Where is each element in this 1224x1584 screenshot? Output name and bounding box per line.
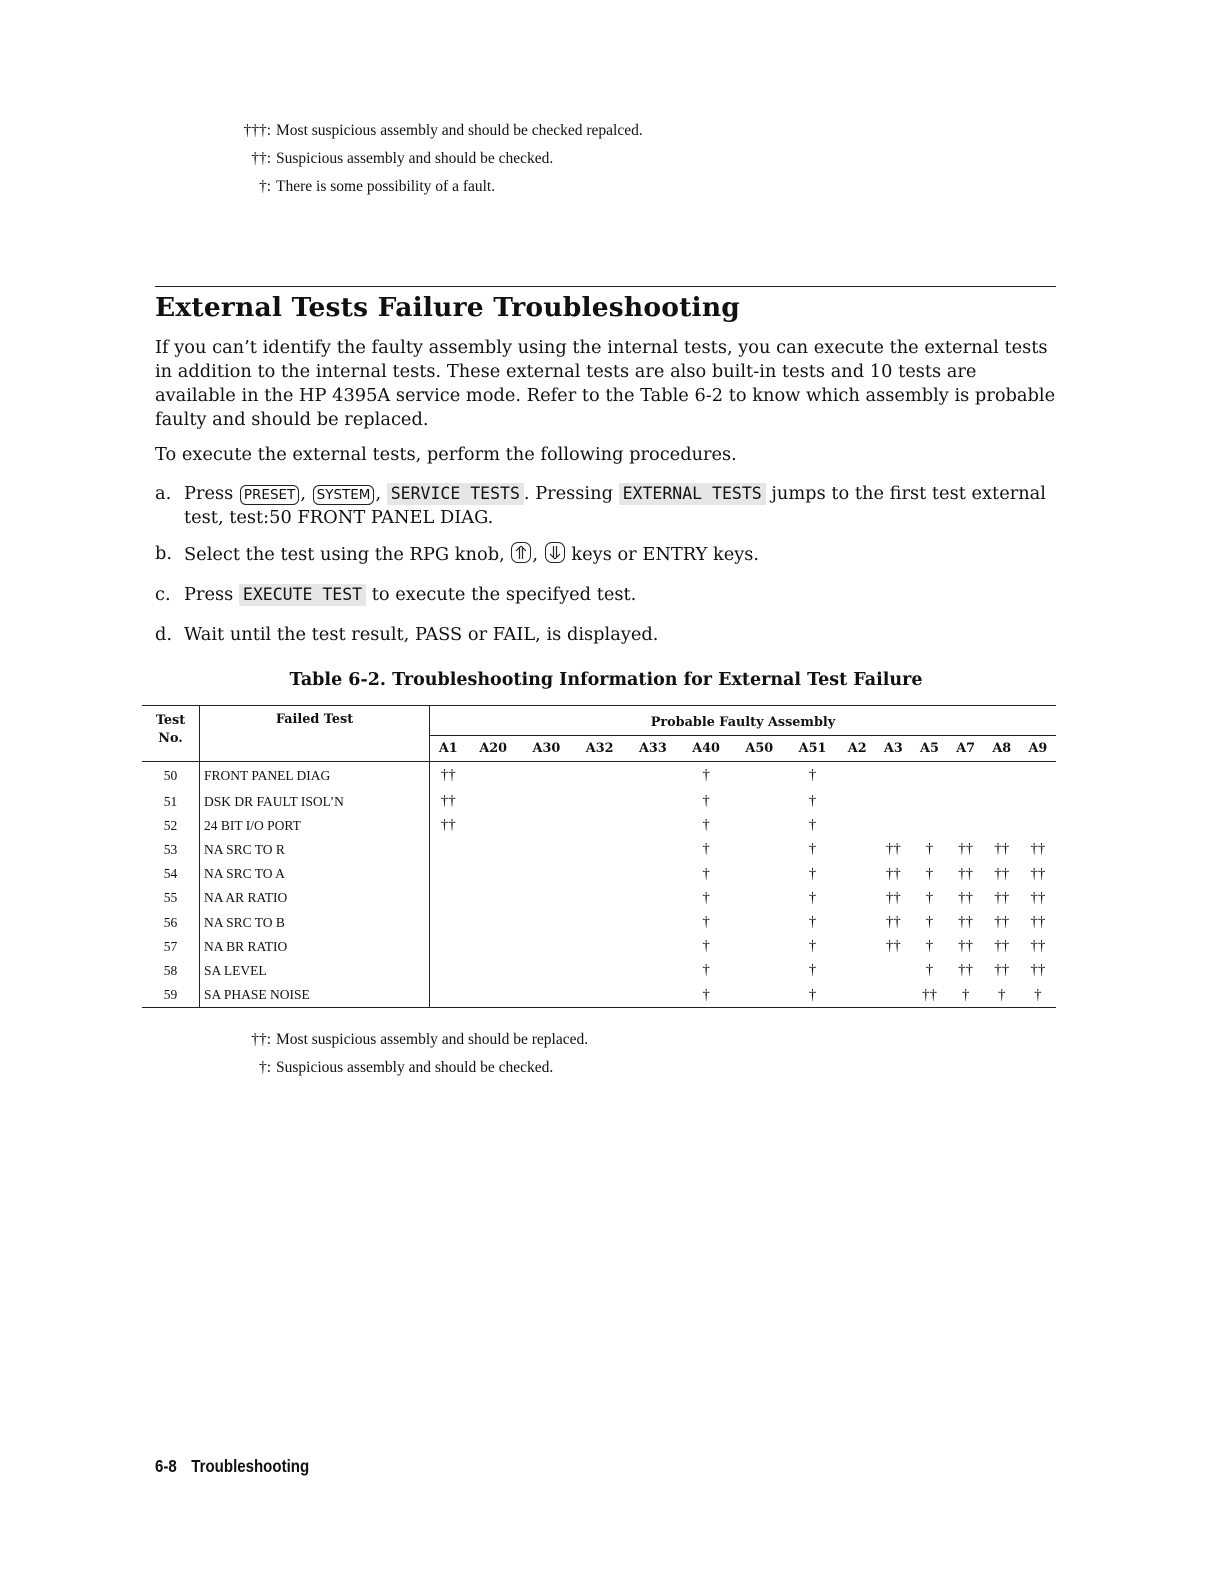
assembly-mark-cell: † (925, 914, 934, 931)
assembly-mark-cell (626, 838, 679, 862)
assembly-mark-cell (430, 886, 467, 910)
assembly-mark-cell: †† (430, 814, 467, 838)
table-row (142, 790, 1056, 814)
assembly-mark-cell (573, 762, 626, 790)
assembly-mark-cell: † (984, 983, 1020, 1008)
top-legend (235, 117, 643, 201)
assembly-mark-cell: †† (994, 962, 1010, 979)
assembly-mark-cell (430, 983, 467, 1008)
assembly-mark-cell (875, 790, 911, 814)
legend-symbol: ††: (251, 150, 271, 167)
assembly-mark-cell (839, 862, 875, 886)
assembly-mark-cell (984, 790, 1020, 814)
test-number-cell: 57 (163, 938, 178, 954)
assembly-mark-cell (733, 814, 786, 838)
assembly-mark-cell: † (808, 889, 817, 906)
failed-test-cell: 24 BIT I/O PORT (200, 814, 430, 838)
assembly-mark-cell (911, 814, 947, 838)
assembly-header: A32 (585, 741, 614, 757)
execute-test-softkey[interactable]: EXECUTE TEST (239, 584, 366, 606)
down-arrow-icon (549, 545, 561, 560)
legend-item (235, 173, 643, 201)
step-d (155, 623, 1060, 647)
assembly-mark-cell: †† (911, 983, 947, 1008)
table-row (142, 935, 1056, 959)
assembly-header: A3 (883, 741, 903, 757)
assembly-mark-cell (573, 886, 626, 910)
legend-item (235, 1026, 588, 1054)
step-text: Press (184, 584, 234, 605)
assembly-mark-cell (733, 910, 786, 934)
assembly-mark-cell (467, 762, 520, 790)
assembly-mark-cell (520, 838, 573, 862)
assembly-mark-cell (467, 838, 520, 862)
assembly-mark-cell (626, 886, 679, 910)
section-title: External Tests Failure Troubleshooting (155, 292, 741, 323)
assembly-mark-cell (839, 910, 875, 934)
assembly-mark-cell (573, 862, 626, 886)
assembly-mark-cell (520, 790, 573, 814)
assembly-mark-cell (467, 910, 520, 934)
assembly-mark-cell (573, 935, 626, 959)
assembly-mark-cell (839, 762, 875, 790)
step-b: b. Select the test using the RPG knob, , keys or ENTRY keys. (155, 543, 760, 565)
legend-text: Most suspicious assembly and should be checked repalced. (276, 122, 643, 139)
test-number-cell: 56 (163, 914, 178, 930)
assembly-mark-cell: †† (958, 938, 974, 955)
failed-test-cell: DSK DR FAULT ISOL’N (200, 790, 430, 814)
assembly-header: A8 (992, 741, 1012, 757)
assembly-mark-cell: †† (885, 841, 901, 858)
assembly-mark-cell: †† (994, 889, 1010, 906)
assembly-mark-cell: † (808, 865, 817, 882)
assembly-mark-cell: † (702, 889, 710, 906)
assembly-mark-cell: † (702, 962, 710, 979)
assembly-mark-cell (573, 838, 626, 862)
step-text: keys or ENTRY keys. (571, 544, 760, 565)
table-row (142, 862, 1056, 886)
assembly-mark-cell (839, 935, 875, 959)
table-row (142, 886, 1056, 910)
assembly-mark-cell: † (808, 817, 817, 834)
test-number-cell: 54 (163, 866, 178, 882)
assembly-mark-cell: †† (1030, 914, 1046, 931)
down-arrow-key[interactable] (545, 542, 565, 563)
legend-text: There is some possibility of a fault. (276, 178, 496, 195)
assembly-mark-cell (839, 790, 875, 814)
test-number-cell: 52 (163, 817, 178, 833)
assembly-mark-cell (520, 886, 573, 910)
failed-test-cell: SA LEVEL (200, 959, 430, 983)
assembly-mark-cell (839, 886, 875, 910)
failed-test-cell: NA BR RATIO (200, 935, 430, 959)
assembly-mark-cell (984, 762, 1020, 790)
assembly-mark-cell (467, 790, 520, 814)
assembly-mark-cell: †† (885, 865, 901, 882)
assembly-mark-cell: † (808, 841, 817, 858)
test-number-cell: 59 (142, 983, 200, 1008)
table-row (142, 814, 1056, 838)
assembly-mark-cell (733, 959, 786, 983)
assembly-mark-cell (520, 762, 573, 790)
assembly-mark-cell: † (925, 865, 934, 882)
assembly-mark-cell (467, 886, 520, 910)
assembly-mark-cell: †† (430, 762, 467, 790)
assembly-mark-cell (733, 983, 786, 1008)
step-letter: d. (155, 624, 173, 645)
step-text: Select the test using the RPG knob, (184, 544, 505, 565)
step-text: Wait until the test result, PASS or FAIL, is displayed. (184, 624, 659, 645)
assembly-mark-cell (520, 959, 573, 983)
assembly-mark-cell (573, 790, 626, 814)
failed-test-cell: NA SRC TO B (200, 910, 430, 934)
legend-item (235, 1054, 588, 1082)
assembly-mark-cell (839, 838, 875, 862)
page-footer (155, 1456, 309, 1477)
assembly-header: A40 (692, 741, 720, 757)
assembly-mark-cell (839, 814, 875, 838)
assembly-mark-cell: † (786, 983, 839, 1008)
test-number-cell: 53 (163, 841, 178, 857)
assembly-mark-cell: †† (994, 938, 1010, 955)
assembly-mark-cell (875, 814, 911, 838)
assembly-mark-cell: †† (885, 889, 901, 906)
chapter-title: Troubleshooting (191, 1456, 310, 1476)
assembly-mark-cell (948, 814, 984, 838)
assembly-mark-cell: †† (1030, 841, 1046, 858)
assembly-mark-cell (733, 862, 786, 886)
test-number-cell: 50 (163, 767, 178, 783)
assembly-mark-cell (467, 983, 520, 1008)
procedure-lead: To execute the external tests, perform the following procedures. (155, 444, 737, 465)
assembly-mark-cell: †† (994, 841, 1010, 858)
step-text: jumps to the first test external test, test:50 FRONT PANEL DIAG. (184, 483, 1046, 528)
test-number-cell: 51 (163, 793, 178, 809)
assembly-mark-cell (948, 762, 984, 790)
assembly-mark-cell (573, 983, 626, 1008)
step-text: Press (184, 483, 234, 504)
assembly-mark-cell (520, 983, 573, 1008)
assembly-mark-cell (911, 790, 947, 814)
section-divider (155, 286, 1056, 287)
assembly-mark-cell (839, 983, 875, 1008)
header-failed-test: Failed Test (200, 706, 430, 762)
assembly-mark-cell: † (925, 938, 934, 955)
assembly-header: A1 (430, 736, 467, 762)
assembly-mark-cell: † (925, 889, 934, 906)
failed-test-cell: NA SRC TO A (200, 862, 430, 886)
test-number-cell: 55 (163, 890, 178, 906)
assembly-mark-cell: †† (1030, 889, 1046, 906)
system-key[interactable]: SYSTEM (313, 485, 375, 505)
assembly-mark-cell: †† (958, 962, 974, 979)
assembly-mark-cell (948, 790, 984, 814)
assembly-mark-cell (467, 935, 520, 959)
assembly-mark-cell: † (702, 793, 710, 810)
assembly-mark-cell (626, 983, 679, 1008)
assembly-mark-cell (573, 959, 626, 983)
test-number-cell: 58 (163, 962, 178, 978)
assembly-mark-cell: † (1020, 983, 1056, 1008)
legend-item (235, 117, 643, 145)
legend-text: Suspicious assembly and should be checked. (276, 150, 554, 167)
step-letter: a. (155, 483, 172, 504)
assembly-mark-cell: †† (994, 865, 1010, 882)
bottom-legend (235, 1026, 588, 1082)
assembly-mark-cell (875, 762, 911, 790)
assembly-mark-cell (733, 838, 786, 862)
assembly-header: A7 (956, 741, 976, 757)
external-tests-softkey[interactable]: EXTERNAL TESTS (619, 483, 766, 505)
assembly-mark-cell (626, 959, 679, 983)
assembly-mark-cell: †† (430, 790, 467, 814)
legend-symbol: ††: (251, 1031, 271, 1048)
legend-text: Suspicious assembly and should be checked. (276, 1059, 554, 1076)
assembly-mark-cell (430, 910, 467, 934)
service-tests-softkey[interactable]: SERVICE TESTS (387, 483, 524, 505)
assembly-mark-cell: † (702, 865, 710, 882)
table-row (142, 910, 1056, 934)
assembly-mark-cell: †† (958, 889, 974, 906)
assembly-header: A51 (798, 741, 827, 757)
assembly-mark-cell (520, 814, 573, 838)
assembly-mark-cell (733, 886, 786, 910)
assembly-mark-cell (1020, 762, 1056, 790)
failed-test-cell: FRONT PANEL DIAG (200, 762, 430, 790)
legend-text: Most suspicious assembly and should be replaced. (276, 1031, 589, 1048)
assembly-mark-cell (430, 862, 467, 886)
assembly-mark-cell (733, 790, 786, 814)
assembly-mark-cell (573, 814, 626, 838)
failed-test-cell: NA SRC TO R (200, 838, 430, 862)
table-row (142, 838, 1056, 862)
assembly-mark-cell (733, 935, 786, 959)
assembly-mark-cell (1020, 814, 1056, 838)
assembly-mark-cell: † (808, 914, 817, 931)
assembly-mark-cell (626, 910, 679, 934)
assembly-mark-cell (875, 959, 911, 983)
assembly-mark-cell: †† (958, 865, 974, 882)
assembly-mark-cell: †† (885, 914, 901, 931)
assembly-mark-cell (520, 935, 573, 959)
assembly-mark-cell: † (679, 983, 732, 1008)
assembly-mark-cell: †† (1030, 962, 1046, 979)
header-test-no: Test No. (155, 713, 186, 746)
assembly-header: A20 (479, 741, 508, 757)
assembly-mark-cell: † (702, 938, 710, 955)
legend-symbol: †: (258, 178, 271, 195)
assembly-mark-cell (467, 814, 520, 838)
assembly-mark-cell: † (808, 793, 817, 810)
assembly-mark-cell: † (702, 817, 710, 834)
assembly-mark-cell (430, 838, 467, 862)
up-arrow-icon (515, 545, 527, 560)
legend-item (235, 145, 643, 173)
assembly-mark-cell: † (925, 962, 934, 979)
assembly-mark-cell (626, 762, 679, 790)
table-row (142, 983, 1056, 1008)
assembly-mark-cell (467, 959, 520, 983)
assembly-mark-cell (1020, 790, 1056, 814)
assembly-mark-cell (911, 762, 947, 790)
legend-symbol: †: (258, 1059, 271, 1076)
assembly-mark-cell (430, 959, 467, 983)
step-letter: b. (155, 543, 173, 564)
assembly-mark-cell: † (808, 962, 817, 979)
assembly-mark-cell (733, 762, 786, 790)
assembly-mark-cell (984, 814, 1020, 838)
assembly-header: A30 (532, 741, 561, 757)
assembly-header: A5 (920, 741, 939, 757)
up-arrow-key[interactable] (511, 542, 531, 563)
assembly-header: A33 (638, 741, 667, 757)
assembly-mark-cell: †† (1030, 865, 1046, 882)
failed-test-cell: NA AR RATIO (200, 886, 430, 910)
step-text: to execute the specifyed test. (371, 584, 637, 605)
legend-symbol: †††: (243, 122, 271, 139)
table-caption: Table 6-2. Troubleshooting Information for External Test Failure (289, 670, 923, 690)
assembly-mark-cell (626, 814, 679, 838)
assembly-mark-cell: †† (994, 914, 1010, 931)
assembly-mark-cell: †† (958, 841, 974, 858)
intro-paragraph: If you can’t identify the faulty assembly using the internal tests, you can execute the external tests in addition to the internal tests. These external tests are also built-in tests and 10 tests are available in the HP 4395A service mode. Refer to the Table 6-2 to know which assembly is probable faulty and should be replaced. (155, 337, 1056, 430)
assembly-mark-cell: † (925, 841, 934, 858)
assembly-mark-cell: † (702, 914, 710, 931)
assembly-mark-cell: †† (1030, 938, 1046, 955)
assembly-mark-cell (875, 983, 911, 1008)
assembly-mark-cell (467, 862, 520, 886)
table-body (142, 762, 1056, 1008)
assembly-header: A50 (745, 741, 774, 757)
assembly-header: A9 (1028, 741, 1048, 757)
failed-test-cell: SA PHASE NOISE (200, 983, 430, 1008)
assembly-mark-cell (520, 910, 573, 934)
step-text: . Pressing (523, 483, 613, 504)
assembly-mark-cell: †† (958, 914, 974, 931)
assembly-mark-cell: † (702, 841, 710, 858)
header-probable-assembly: Probable Faulty Assembly (430, 706, 1057, 736)
assembly-mark-cell (626, 790, 679, 814)
troubleshooting-table (142, 705, 1056, 1008)
assembly-mark-cell (626, 862, 679, 886)
step-letter: c. (155, 584, 171, 605)
assembly-mark-cell: † (948, 983, 984, 1008)
table-row (142, 762, 1056, 790)
page-number: 6-8 (155, 1456, 177, 1476)
assembly-mark-cell (626, 935, 679, 959)
assembly-mark-cell: † (808, 938, 817, 955)
assembly-mark-cell (573, 910, 626, 934)
step-a: a. Press PRESET , SYSTEM , SERVICE TESTS . Pressing EXTERNAL TESTS jumps to the first test external test, test:50 FRONT PANEL DIAG. (155, 483, 1046, 528)
assembly-mark-cell: †† (885, 938, 901, 955)
assembly-mark-cell: † (808, 767, 817, 784)
assembly-mark-cell (520, 862, 573, 886)
assembly-header: A2 (847, 741, 867, 757)
assembly-mark-cell (430, 935, 467, 959)
assembly-mark-cell: † (702, 767, 710, 784)
step-c (155, 583, 1060, 607)
table-row (142, 959, 1056, 983)
assembly-mark-cell (839, 959, 875, 983)
preset-key[interactable]: PRESET (240, 485, 299, 505)
